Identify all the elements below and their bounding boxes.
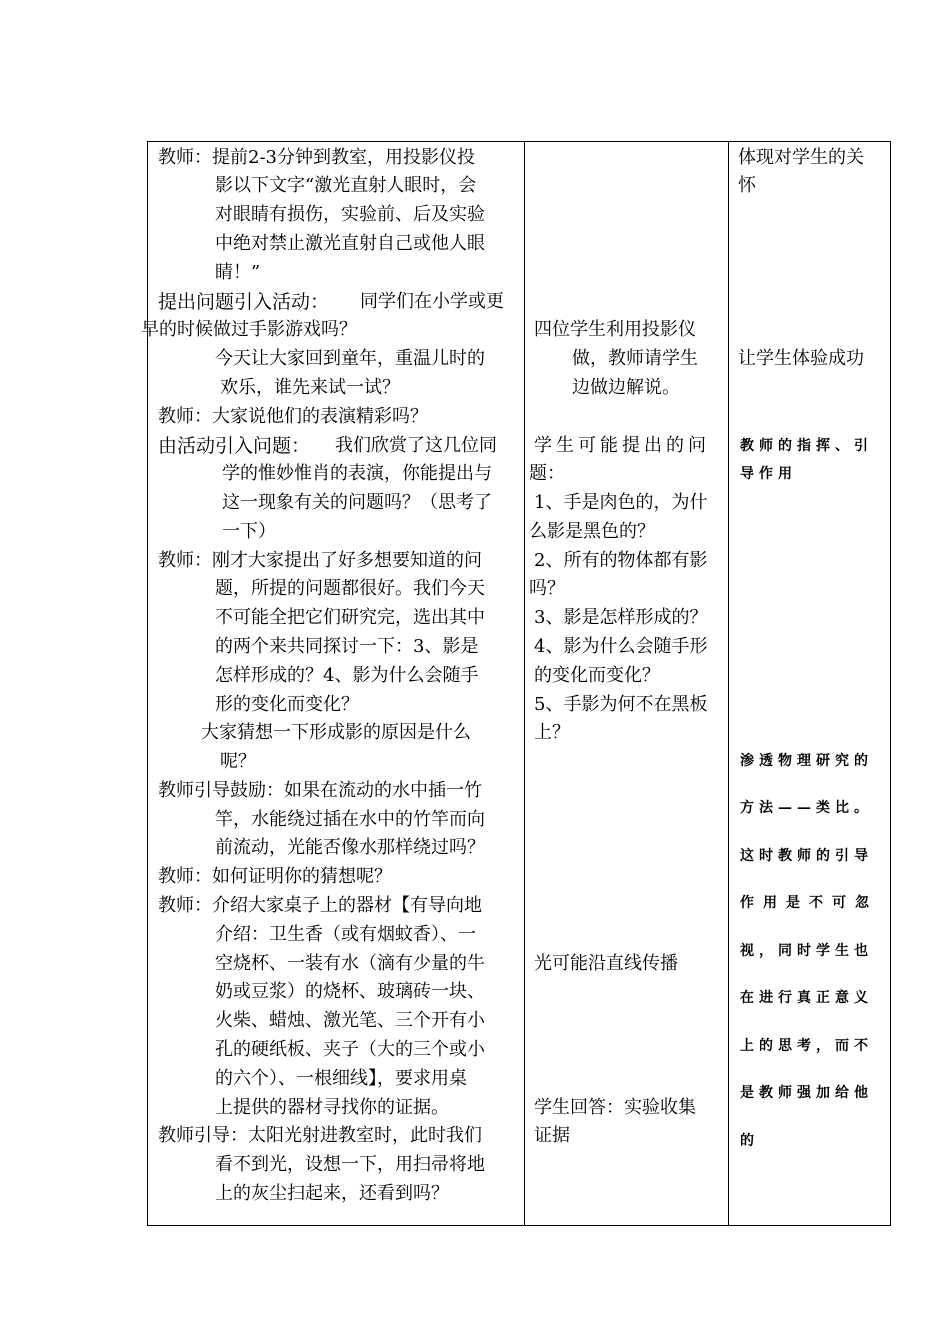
col2-line: 吗？ bbox=[529, 578, 565, 599]
col3-note: 的 bbox=[740, 1133, 759, 1149]
col1-line: 睛！” bbox=[215, 262, 261, 283]
col2-line: 5、手影为何不在黑板 bbox=[534, 694, 708, 715]
col1-line: 教师：提前2-3分钟到教室，用投影仪投 bbox=[158, 147, 475, 168]
col1-line: 一下） bbox=[222, 521, 276, 542]
col2-line: 1、手是肉色的，为什 bbox=[534, 492, 708, 513]
col1-line: 怎样形成的？4、影为什么会随手 bbox=[215, 665, 479, 686]
col1-line: 上的灰尘扫起来，还看到吗？ bbox=[215, 1183, 449, 1204]
col1-line: 学的惟妙惟肖的表演，你能提出与 bbox=[222, 463, 492, 484]
col1-line: 同学们在小学或更 bbox=[360, 291, 504, 312]
col2-line: 么影是黑色的？ bbox=[529, 521, 655, 542]
col2-line: 学生回答：实验收集 bbox=[534, 1097, 696, 1118]
col1-line: 这一现象有关的问题吗？（思考了 bbox=[222, 492, 492, 513]
section-heading-question: 由活动引入问题： bbox=[158, 435, 311, 457]
col1-line: 孔的硬纸板、夹子（大的三个或小 bbox=[215, 1039, 485, 1060]
col3-note: 导作用 bbox=[740, 466, 797, 482]
col2-line: 证据 bbox=[534, 1125, 570, 1146]
column-divider-1 bbox=[524, 142, 525, 1225]
col1-line: 教师：介绍大家桌子上的器材【有导向地 bbox=[158, 895, 482, 916]
col2-line: 4、影为什么会随手形 bbox=[534, 636, 708, 657]
col1-line: 中绝对禁止激光直射自己或他人眼 bbox=[215, 233, 485, 254]
col1-line: 前流动，光能否像水那样绕过吗？ bbox=[215, 837, 485, 858]
col1-line: 不可能全把它们研究完，选出其中 bbox=[215, 607, 485, 628]
col3-note: 在进行真正意义 bbox=[740, 990, 873, 1006]
col2-line: 2、所有的物体都有影 bbox=[534, 550, 708, 571]
col1-line: 介绍：卫生香（或有烟蚊香）、一 bbox=[215, 924, 476, 945]
col2-line: 上？ bbox=[534, 722, 570, 743]
col1-line: 对眼睛有损伤，实验前、后及实验 bbox=[215, 204, 485, 225]
col1-line: 教师：如何证明你的猜想呢？ bbox=[158, 866, 392, 887]
col2-line: 学生可能提出的问 bbox=[534, 435, 710, 456]
column-divider-2 bbox=[728, 142, 729, 1225]
col1-line: 早的时候做过手影游戏吗？ bbox=[141, 319, 357, 340]
col1-line: 教师：刚才大家提出了好多想要知道的问 bbox=[158, 550, 482, 571]
col1-line: 奶或豆浆）的烧杯、玻璃砖一块、 bbox=[215, 981, 485, 1002]
col1-line: 形的变化而变化？ bbox=[215, 694, 359, 715]
col1-line: 看不到光，设想一下，用扫帚将地 bbox=[215, 1154, 485, 1175]
col2-line: 题： bbox=[529, 463, 565, 484]
col2-line: 四位学生利用投影仪 bbox=[534, 319, 696, 340]
col1-line: 上提供的器材寻找你的证据。 bbox=[215, 1097, 449, 1118]
section-heading-activity: 提出问题引入活动： bbox=[158, 291, 330, 313]
col1-line: 空烧杯、一装有水（滴有少量的牛 bbox=[215, 953, 485, 974]
col2-line: 做，教师请学生 bbox=[572, 348, 698, 369]
col2-line: 3、影是怎样形成的？ bbox=[534, 607, 708, 628]
col1-line: 呢？ bbox=[220, 751, 256, 772]
col1-line: 教师引导：太阳光射进教室时，此时我们 bbox=[158, 1125, 482, 1146]
col1-line: 教师引导鼓励：如果在流动的水中插一竹 bbox=[158, 780, 482, 801]
col1-line: 竿，水能绕过插在水中的竹竿而向 bbox=[215, 809, 485, 830]
col1-line: 今天让大家回到童年，重温儿时的 bbox=[215, 348, 485, 369]
col3-note: 方法——类比。 bbox=[740, 800, 873, 816]
col3-note: 这时教师的引导 bbox=[740, 848, 873, 864]
col3-note: 是教师强加给他 bbox=[740, 1085, 873, 1101]
col1-line: 题，所提的问题都很好。我们今天 bbox=[215, 578, 485, 599]
col2-line: 的变化而变化？ bbox=[534, 665, 660, 686]
col3-note: 上的思考，而不 bbox=[740, 1038, 873, 1054]
col3-note: 教师的指挥、引 bbox=[740, 438, 873, 454]
col1-line: 教师：大家说他们的表演精彩吗？ bbox=[158, 406, 428, 427]
col1-line: 大家猜想一下形成影的原因是什么 bbox=[201, 722, 471, 743]
col3-note: 视，同时学生也 bbox=[740, 943, 873, 959]
col3-line: 怀 bbox=[738, 175, 756, 196]
col1-line: 我们欣赏了这几位同 bbox=[335, 435, 497, 456]
col1-line: 火柴、蜡烛、激光笔、三个开有小 bbox=[215, 1010, 485, 1031]
col1-line: 的六个）、一根细线】，要求用桌 bbox=[215, 1068, 467, 1089]
col3-note: 渗透物理研究的 bbox=[740, 753, 873, 769]
col1-line: 欢乐，谁先来试一试？ bbox=[220, 377, 400, 398]
col3-line: 体现对学生的关 bbox=[738, 147, 864, 168]
col1-line: 影以下文字“激光直射人眼时，会 bbox=[215, 175, 477, 196]
col2-line: 光可能沿直线传播 bbox=[534, 953, 678, 974]
col2-line: 边做边解说。 bbox=[572, 377, 680, 398]
col1-line: 的两个来共同探讨一下：3、影是 bbox=[215, 636, 479, 657]
col3-note: 作用是不可忽 bbox=[740, 895, 878, 911]
col3-line: 让学生体验成功 bbox=[738, 348, 864, 369]
